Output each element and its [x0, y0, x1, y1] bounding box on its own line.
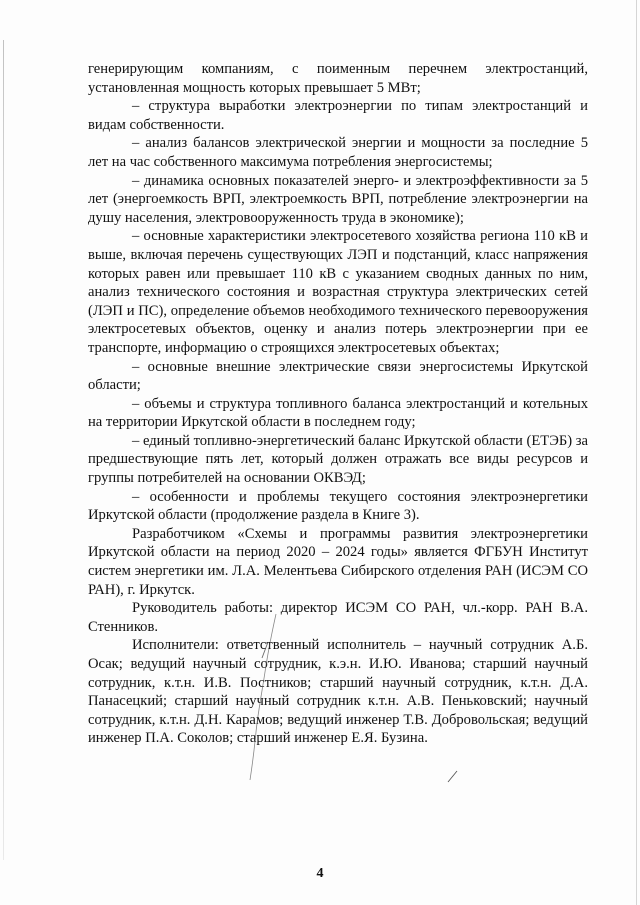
page-number: 4 — [316, 866, 324, 881]
list-item-unified-fuel-energy-balance: – единый топливно-энергетический баланс Иркутской области (ЕТЭБ) за предшествующие пять лет, который должен отражать все виды ресурсов и группы потребителей на основании ОКВЭД; — [88, 432, 588, 487]
paragraph-head-of-work: Руководитель работы: директор ИСЭМ СО РАН, чл.-корр. РАН В.А. Стенников. — [88, 600, 588, 635]
list-item-generation-structure: – структура выработки электроэнергии по типам электростанций и видам собственности. — [88, 98, 588, 133]
scan-edge-left — [3, 40, 4, 860]
paragraph-executors: Исполнители: ответственный исполнитель – научный сотрудник А.Б. Осак; ведущий научный сотрудник, к.э.н. И.Ю. Иванова; старший научный сотрудник, к.т.н. И.В. Постников; старший научный сотрудник, к.т.н. Д.А. Панасецкий; старший научный сотрудник к.т.н. А.В. Пеньковский; научный сотрудник, к.т.н. Д.Н. Карамов; ведущий инженер Т.В. Добровольская; ведущий инженер П.А. Соколов; старший инженер Е.Я. Бузина. — [88, 637, 588, 747]
body-text — [88, 60, 588, 748]
list-item-balance-analysis: – анализ балансов электрической энергии и мощности за последние 5 лет на час собственного максимума потребления энергосистемы; — [88, 135, 588, 170]
list-item-current-issues: – особенности и проблемы текущего состояния электроэнергетики Иркутской области (продолжение раздела в Книге 3). — [88, 488, 588, 524]
paragraph-continuation: генерирующим компаниям, с поименным перечнем электростанций, установленная мощность которых превышает 5 МВт; — [88, 61, 588, 96]
list-item-fuel-balance: – объемы и структура топливного баланса электростанций и котельных на территории Иркутской области в последнем году; — [88, 395, 588, 431]
pen-mark — [446, 768, 460, 784]
paragraph-developer: Разработчиком «Схемы и программы развития электроэнергетики Иркутской области на период 2020 – 2024 годы» является ФГБУН Институт систем энергетики им. Л.А. Мелентьева Сибирского отделения РАН (ИСЭМ СО РАН), г. Иркутск. — [88, 525, 588, 598]
handwritten-signature-strokes — [232, 612, 292, 782]
list-item-external-links: – основные внешние электрические связи энергосистемы Иркутской области; — [88, 358, 588, 394]
scan-edge-right — [636, 0, 637, 905]
list-item-grid-characteristics: – основные характеристики электросетевого хозяйства региона 110 кВ и выше, включая перечень существующих ЛЭП и подстанций, класс напряжения которых равен или превышает 110 кВ с указанием сводных данных по ним, анализ технического состояния и возрастная структура электрических сетей (ЛЭП и ПС), определение объемов необходимого технического перевооружения электросетевых объектов, оценку и анализ потерь электроэнергии при ее транспорте, информацию о строящихся электросетевых объектах; — [88, 228, 588, 356]
list-item-efficiency-dynamics: – динамика основных показателей энерго- и электроэффективности за 5 лет (энергоемкость ВРП, электроемкость ВРП, потребление электроэнергии на душу населения, электровооруженность труда в экономике); — [88, 172, 588, 226]
